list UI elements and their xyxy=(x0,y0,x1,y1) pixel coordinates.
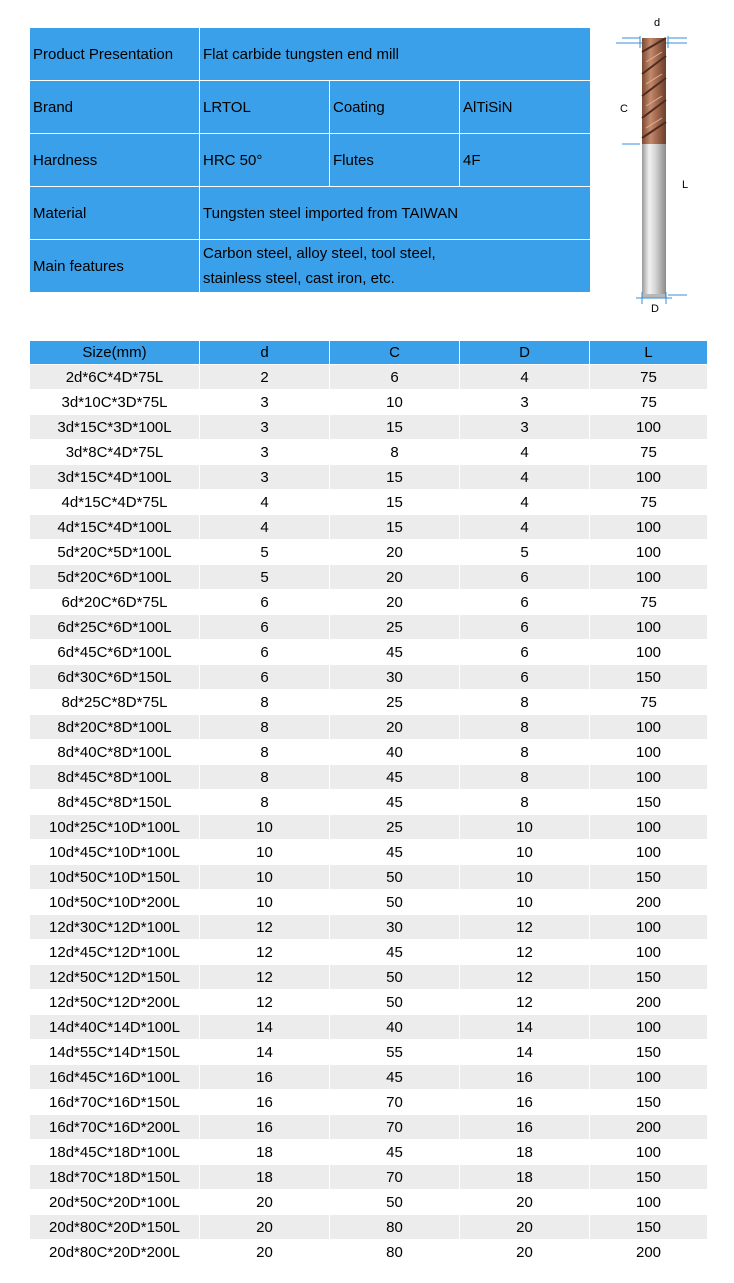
cell-c: 50 xyxy=(330,965,460,990)
cell-size: 8d*25C*8D*75L xyxy=(30,690,200,715)
cell-c: 20 xyxy=(330,540,460,565)
cell-c: 45 xyxy=(330,1065,460,1090)
cell-D: 6 xyxy=(460,640,590,665)
table-row xyxy=(30,865,708,890)
table-row xyxy=(30,740,708,765)
cell-D: 12 xyxy=(460,915,590,940)
cell-D: 4 xyxy=(460,440,590,465)
cell-l: 100 xyxy=(590,1015,708,1040)
material-value: Tungsten steel imported from TAIWAN xyxy=(200,187,591,240)
table-row xyxy=(30,1190,708,1215)
cell-D: 3 xyxy=(460,415,590,440)
cell-d: 14 xyxy=(200,1015,330,1040)
cell-d: 10 xyxy=(200,865,330,890)
shank-chamfer xyxy=(643,294,665,298)
cell-D: 4 xyxy=(460,365,590,390)
table-row xyxy=(30,665,708,690)
brand-value: LRTOL xyxy=(200,81,330,134)
cell-D: 4 xyxy=(460,490,590,515)
cell-d: 8 xyxy=(200,765,330,790)
cell-c: 25 xyxy=(330,815,460,840)
table-row xyxy=(30,1015,708,1040)
cell-l: 100 xyxy=(590,765,708,790)
cell-size: 3d*10C*3D*75L xyxy=(30,390,200,415)
size-table-header-row xyxy=(30,341,708,365)
cell-D: 6 xyxy=(460,590,590,615)
cell-D: 20 xyxy=(460,1215,590,1240)
cell-c: 45 xyxy=(330,840,460,865)
table-row xyxy=(30,815,708,840)
cell-c: 70 xyxy=(330,1115,460,1140)
cell-l: 75 xyxy=(590,390,708,415)
cell-D: 4 xyxy=(460,515,590,540)
cell-c: 20 xyxy=(330,590,460,615)
cell-l: 75 xyxy=(590,365,708,390)
coating-label: Coating xyxy=(330,81,460,134)
cell-size: 12d*45C*12D*100L xyxy=(30,940,200,965)
cell-size: 8d*45C*8D*100L xyxy=(30,765,200,790)
table-row xyxy=(30,615,708,640)
cell-D: 6 xyxy=(460,665,590,690)
material-label: Material xyxy=(30,187,200,240)
cell-d: 8 xyxy=(200,740,330,765)
cell-c: 70 xyxy=(330,1090,460,1115)
info-row-material xyxy=(30,187,591,240)
cell-l: 100 xyxy=(590,1065,708,1090)
presentation-label: Product Presentation xyxy=(30,28,200,81)
cell-D: 18 xyxy=(460,1140,590,1165)
cell-l: 150 xyxy=(590,1165,708,1190)
cell-D: 16 xyxy=(460,1115,590,1140)
info-row-brand xyxy=(30,81,591,134)
cell-c: 45 xyxy=(330,790,460,815)
cell-d: 14 xyxy=(200,1040,330,1065)
cell-l: 200 xyxy=(590,1240,708,1265)
table-row xyxy=(30,915,708,940)
cell-D: 10 xyxy=(460,815,590,840)
cell-l: 150 xyxy=(590,1040,708,1065)
cell-c: 6 xyxy=(330,365,460,390)
cell-d: 20 xyxy=(200,1240,330,1265)
cell-d: 16 xyxy=(200,1065,330,1090)
header-d: d xyxy=(200,341,330,365)
cell-size: 20d*80C*20D*200L xyxy=(30,1240,200,1265)
cell-l: 100 xyxy=(590,940,708,965)
cell-d: 3 xyxy=(200,440,330,465)
cell-c: 45 xyxy=(330,640,460,665)
cell-l: 100 xyxy=(590,415,708,440)
size-table-header xyxy=(30,341,708,365)
presentation-value: Flat carbide tungsten end mill xyxy=(200,28,591,81)
cell-c: 45 xyxy=(330,940,460,965)
cell-size: 16d*70C*16D*150L xyxy=(30,1090,200,1115)
table-row xyxy=(30,965,708,990)
cell-l: 100 xyxy=(590,1140,708,1165)
cell-d: 8 xyxy=(200,790,330,815)
cell-d: 10 xyxy=(200,840,330,865)
cell-c: 70 xyxy=(330,1165,460,1190)
end-mill-drawing xyxy=(612,12,702,317)
table-row xyxy=(30,440,708,465)
cell-c: 45 xyxy=(330,1140,460,1165)
cell-l: 100 xyxy=(590,515,708,540)
cell-d: 18 xyxy=(200,1140,330,1165)
cell-size: 6d*25C*6D*100L xyxy=(30,615,200,640)
table-row xyxy=(30,640,708,665)
cell-D: 14 xyxy=(460,1015,590,1040)
header-D: D xyxy=(460,341,590,365)
cell-d: 12 xyxy=(200,990,330,1015)
cell-c: 30 xyxy=(330,665,460,690)
cell-size: 5d*20C*6D*100L xyxy=(30,565,200,590)
cell-c: 8 xyxy=(330,440,460,465)
cell-c: 80 xyxy=(330,1240,460,1265)
cell-D: 14 xyxy=(460,1040,590,1065)
label-D: D xyxy=(651,303,659,315)
cell-D: 20 xyxy=(460,1190,590,1215)
cell-size: 6d*30C*6D*150L xyxy=(30,665,200,690)
header-l: L xyxy=(590,341,708,365)
cell-l: 100 xyxy=(590,565,708,590)
features-line-2: stainless steel, cast iron, etc. xyxy=(203,270,395,287)
cell-l: 75 xyxy=(590,690,708,715)
cell-D: 3 xyxy=(460,390,590,415)
cell-d: 20 xyxy=(200,1190,330,1215)
cell-d: 12 xyxy=(200,965,330,990)
cell-l: 150 xyxy=(590,1090,708,1115)
table-row xyxy=(30,465,708,490)
cell-l: 200 xyxy=(590,890,708,915)
cell-c: 50 xyxy=(330,890,460,915)
cell-l: 75 xyxy=(590,490,708,515)
cell-size: 10d*50C*10D*150L xyxy=(30,865,200,890)
label-c: C xyxy=(620,103,628,115)
cell-d: 12 xyxy=(200,940,330,965)
cell-size: 5d*20C*5D*100L xyxy=(30,540,200,565)
cell-c: 15 xyxy=(330,490,460,515)
cell-D: 8 xyxy=(460,715,590,740)
cell-l: 100 xyxy=(590,840,708,865)
cell-l: 150 xyxy=(590,865,708,890)
header-c: C xyxy=(330,341,460,365)
cell-l: 100 xyxy=(590,640,708,665)
cell-l: 100 xyxy=(590,915,708,940)
cell-size: 18d*45C*18D*100L xyxy=(30,1140,200,1165)
cell-size: 20d*50C*20D*100L xyxy=(30,1190,200,1215)
cell-size: 2d*6C*4D*75L xyxy=(30,365,200,390)
cell-c: 25 xyxy=(330,690,460,715)
table-row xyxy=(30,565,708,590)
table-row xyxy=(30,415,708,440)
cell-c: 15 xyxy=(330,465,460,490)
features-value xyxy=(200,240,591,293)
cell-size: 14d*40C*14D*100L xyxy=(30,1015,200,1040)
cell-d: 4 xyxy=(200,490,330,515)
flutes-value: 4F xyxy=(460,134,591,187)
flute-section xyxy=(642,38,666,144)
cell-d: 8 xyxy=(200,690,330,715)
table-row xyxy=(30,590,708,615)
cell-size: 6d*45C*6D*100L xyxy=(30,640,200,665)
cell-c: 50 xyxy=(330,990,460,1015)
table-row xyxy=(30,765,708,790)
cell-size: 18d*70C*18D*150L xyxy=(30,1165,200,1190)
cell-size: 16d*70C*16D*200L xyxy=(30,1115,200,1140)
table-row xyxy=(30,390,708,415)
coating-value: AlTiSiN xyxy=(460,81,591,134)
cell-size: 8d*20C*8D*100L xyxy=(30,715,200,740)
table-row xyxy=(30,490,708,515)
cell-c: 40 xyxy=(330,740,460,765)
cell-size: 3d*8C*4D*75L xyxy=(30,440,200,465)
cell-l: 200 xyxy=(590,990,708,1015)
cell-size: 10d*25C*10D*100L xyxy=(30,815,200,840)
cell-c: 45 xyxy=(330,765,460,790)
cell-D: 10 xyxy=(460,890,590,915)
cell-size: 10d*50C*10D*200L xyxy=(30,890,200,915)
cell-size: 6d*20C*6D*75L xyxy=(30,590,200,615)
table-row xyxy=(30,715,708,740)
cell-c: 20 xyxy=(330,565,460,590)
cell-d: 3 xyxy=(200,390,330,415)
table-row xyxy=(30,365,708,390)
cell-d: 6 xyxy=(200,590,330,615)
table-row xyxy=(30,940,708,965)
cell-D: 10 xyxy=(460,865,590,890)
cell-size: 12d*30C*12D*100L xyxy=(30,915,200,940)
cell-c: 10 xyxy=(330,390,460,415)
cell-c: 40 xyxy=(330,1015,460,1040)
cell-c: 55 xyxy=(330,1040,460,1065)
label-d: d xyxy=(654,17,661,29)
table-row xyxy=(30,540,708,565)
cell-D: 16 xyxy=(460,1065,590,1090)
table-row xyxy=(30,1065,708,1090)
cell-c: 80 xyxy=(330,1215,460,1240)
table-row xyxy=(30,890,708,915)
cell-c: 25 xyxy=(330,615,460,640)
cell-c: 15 xyxy=(330,515,460,540)
table-row xyxy=(30,790,708,815)
cell-d: 10 xyxy=(200,815,330,840)
cell-D: 12 xyxy=(460,965,590,990)
table-row xyxy=(30,515,708,540)
cell-l: 100 xyxy=(590,540,708,565)
cell-D: 10 xyxy=(460,840,590,865)
cell-size: 12d*50C*12D*200L xyxy=(30,990,200,1015)
table-row xyxy=(30,840,708,865)
cell-l: 150 xyxy=(590,1215,708,1240)
cell-l: 75 xyxy=(590,590,708,615)
cell-D: 18 xyxy=(460,1165,590,1190)
cell-D: 8 xyxy=(460,690,590,715)
cell-size: 3d*15C*3D*100L xyxy=(30,415,200,440)
flutes-label: Flutes xyxy=(330,134,460,187)
cell-D: 12 xyxy=(460,940,590,965)
cell-size: 16d*45C*16D*100L xyxy=(30,1065,200,1090)
cell-D: 5 xyxy=(460,540,590,565)
product-info-table xyxy=(29,27,591,293)
cell-l: 100 xyxy=(590,815,708,840)
size-table-body xyxy=(30,365,708,1265)
table-row xyxy=(30,1040,708,1065)
cell-d: 6 xyxy=(200,615,330,640)
cell-l: 100 xyxy=(590,1190,708,1215)
cell-size: 10d*45C*10D*100L xyxy=(30,840,200,865)
size-table xyxy=(29,340,708,1265)
cell-D: 8 xyxy=(460,740,590,765)
table-row xyxy=(30,990,708,1015)
cell-size: 4d*15C*4D*100L xyxy=(30,515,200,540)
cell-D: 4 xyxy=(460,465,590,490)
cell-d: 5 xyxy=(200,540,330,565)
cell-d: 6 xyxy=(200,665,330,690)
cell-size: 8d*40C*8D*100L xyxy=(30,740,200,765)
cell-D: 12 xyxy=(460,990,590,1015)
cell-size: 8d*45C*8D*150L xyxy=(30,790,200,815)
table-row xyxy=(30,1115,708,1140)
cell-d: 16 xyxy=(200,1115,330,1140)
features-line-1: Carbon steel, alloy steel, tool steel, xyxy=(203,245,436,262)
cell-d: 20 xyxy=(200,1215,330,1240)
table-row xyxy=(30,1090,708,1115)
cell-l: 150 xyxy=(590,790,708,815)
cell-l: 100 xyxy=(590,615,708,640)
hardness-value: HRC 50° xyxy=(200,134,330,187)
info-row-presentation xyxy=(30,28,591,81)
table-row xyxy=(30,1240,708,1265)
features-label: Main features xyxy=(30,240,200,293)
cell-size: 3d*15C*4D*100L xyxy=(30,465,200,490)
table-row xyxy=(30,1165,708,1190)
cell-d: 5 xyxy=(200,565,330,590)
cell-d: 8 xyxy=(200,715,330,740)
cell-d: 3 xyxy=(200,415,330,440)
label-l: L xyxy=(682,179,689,191)
cell-D: 20 xyxy=(460,1240,590,1265)
cell-D: 6 xyxy=(460,615,590,640)
info-row-hardness xyxy=(30,134,591,187)
hardness-label: Hardness xyxy=(30,134,200,187)
cell-l: 200 xyxy=(590,1115,708,1140)
table-row xyxy=(30,1140,708,1165)
cell-d: 16 xyxy=(200,1090,330,1115)
cell-l: 150 xyxy=(590,965,708,990)
header-size: Size(mm) xyxy=(30,341,200,365)
cell-D: 8 xyxy=(460,790,590,815)
cell-size: 12d*50C*12D*150L xyxy=(30,965,200,990)
cell-D: 16 xyxy=(460,1090,590,1115)
cell-c: 15 xyxy=(330,415,460,440)
cell-d: 2 xyxy=(200,365,330,390)
cell-d: 6 xyxy=(200,640,330,665)
cell-l: 100 xyxy=(590,465,708,490)
cell-size: 4d*15C*4D*75L xyxy=(30,490,200,515)
cell-D: 6 xyxy=(460,565,590,590)
cell-d: 3 xyxy=(200,465,330,490)
cell-c: 30 xyxy=(330,915,460,940)
brand-label: Brand xyxy=(30,81,200,134)
table-row xyxy=(30,690,708,715)
cell-D: 8 xyxy=(460,765,590,790)
cell-l: 150 xyxy=(590,665,708,690)
shank-section xyxy=(642,144,666,298)
cell-d: 12 xyxy=(200,915,330,940)
cell-size: 20d*80C*20D*150L xyxy=(30,1215,200,1240)
cell-c: 50 xyxy=(330,1190,460,1215)
cell-size: 14d*55C*14D*150L xyxy=(30,1040,200,1065)
table-row xyxy=(30,1215,708,1240)
cell-l: 100 xyxy=(590,715,708,740)
cell-c: 50 xyxy=(330,865,460,890)
info-row-features xyxy=(30,240,591,293)
cell-d: 18 xyxy=(200,1165,330,1190)
cell-d: 4 xyxy=(200,515,330,540)
cell-d: 10 xyxy=(200,890,330,915)
cell-l: 100 xyxy=(590,740,708,765)
cell-l: 75 xyxy=(590,440,708,465)
cell-c: 20 xyxy=(330,715,460,740)
